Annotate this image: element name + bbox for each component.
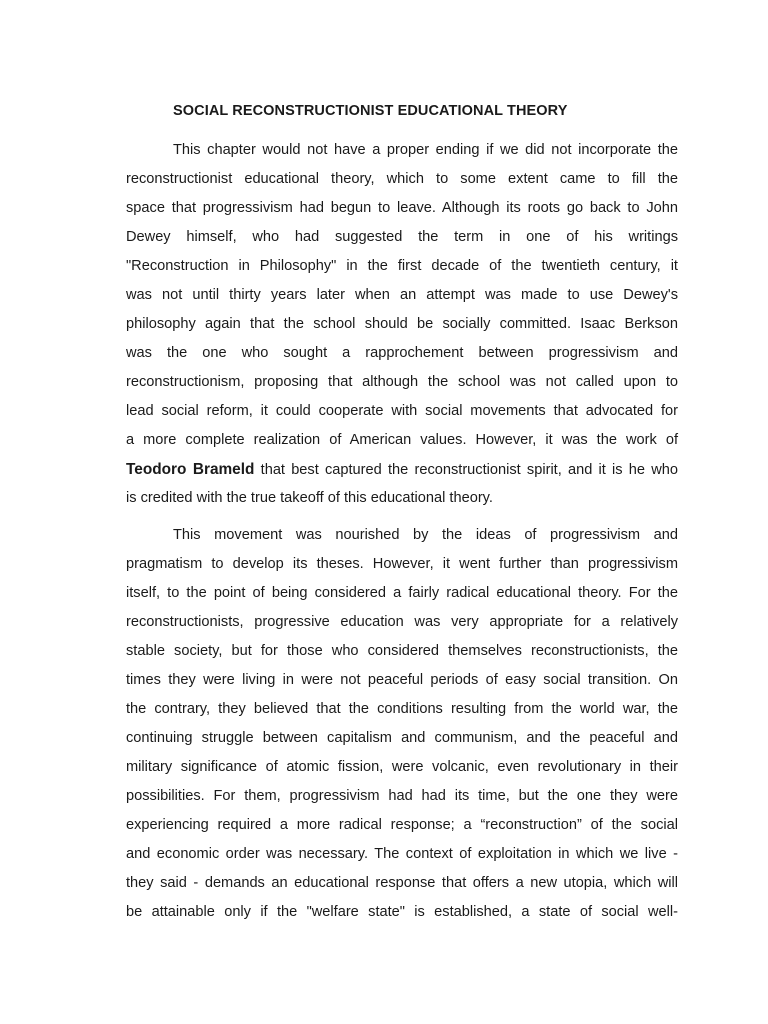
paragraph-line: the contrary, they believed that the conditions resulting from the world war, the [126,701,678,717]
paragraph-line: a more complete realization of American values. However, it was the work of [126,432,678,448]
paragraph-line: This chapter would not have a proper ending if we did not incorporate the [173,142,678,158]
paragraph-line: philosophy again that the school should be socially committed. Isaac Berkson [126,316,678,332]
paragraph-line: was not until thirty years later when an attempt was made to use Dewey's [126,287,678,303]
paragraph-line: This movement was nourished by the ideas of progressivism and [173,527,678,543]
paragraph-line: itself, to the point of being considered a fairly radical educational theory. For the [126,585,678,601]
paragraph-line: military significance of atomic fission, were volcanic, even revolutionary in their [126,759,678,775]
document-title: SOCIAL RECONSTRUCTIONIST EDUCATIONAL THEORY [173,103,568,119]
paragraph-line: and economic order was necessary. The context of exploitation in which we live - [126,846,678,862]
paragraph-line: Dewey himself, who had suggested the term in one of his writings [126,229,678,245]
name-line-remainder: that best captured the reconstructionist spirit, and it is he who [254,462,679,478]
paragraph-line: "Reconstruction in Philosophy" in the first decade of the twentieth century, it [126,258,678,274]
author-name: Teodoro Brameld [126,461,255,478]
paragraph-line: reconstructionism, proposing that although the school was not called upon to [126,374,678,390]
paragraph-line: be attainable only if the "welfare state" is established, a state of social well- [126,904,678,920]
paragraph-line: experiencing required a more radical response; a “reconstruction” of the social [126,817,678,833]
paragraph-line: reconstructionist educational theory, which to some extent came to fill the [126,171,678,187]
paragraph-line: continuing struggle between capitalism and communism, and the peaceful and [126,730,678,746]
paragraph-line: lead social reform, it could cooperate with social movements that advocated for [126,403,678,419]
paragraph-line: is credited with the true takeoff of this educational theory. [126,490,493,506]
paragraph-line: pragmatism to develop its theses. However, it went further than progressivism [126,556,678,572]
paragraph-2 [126,521,678,927]
paragraph-line: times they were living in were not peaceful periods of easy social transition. On [126,672,678,688]
paragraph-1 [126,136,678,513]
paragraph-line: they said - demands an educational response that offers a new utopia, which will [126,875,678,891]
paragraph-line: reconstructionists, progressive education was very appropriate for a relatively [126,614,678,630]
paragraph-line: space that progressivism had begun to leave. Although its roots go back to John [126,200,678,216]
paragraph-line: stable society, but for those who considered themselves reconstructionists, the [126,643,678,659]
paragraph-line: was the one who sought a rapprochement between progressivism and [126,345,678,361]
paragraph-line-with-name [126,455,678,484]
paragraph-line: possibilities. For them, progressivism had had its time, but the one they were [126,788,678,804]
